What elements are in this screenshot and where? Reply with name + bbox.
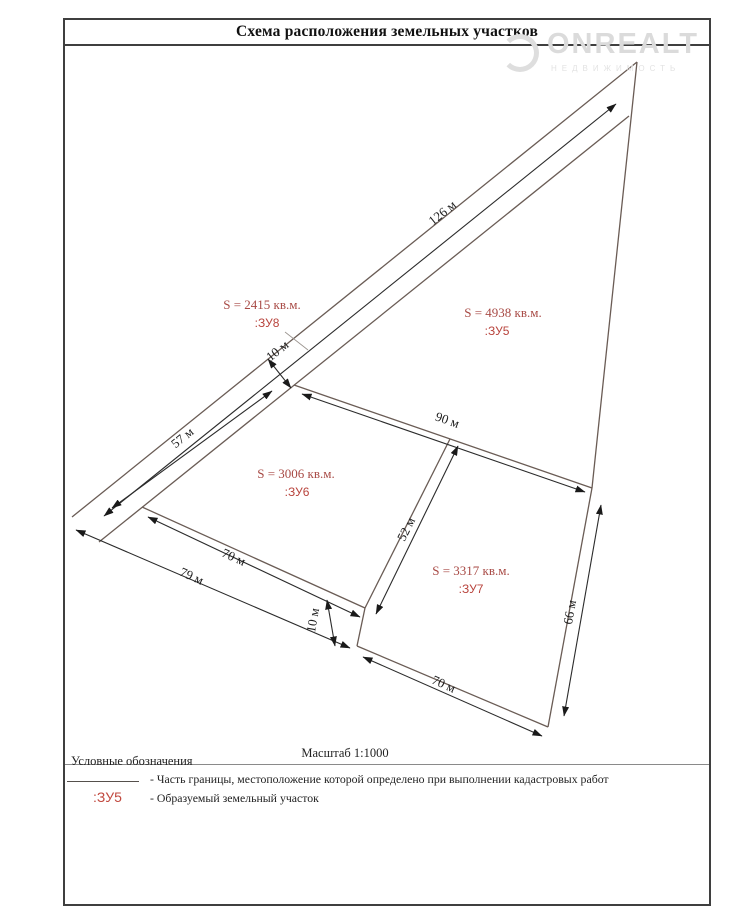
zu6-id-label: :ЗУ6 xyxy=(284,485,310,499)
watermark-brand: ONREALT xyxy=(547,28,700,60)
boundary-zu6-bottom xyxy=(142,507,365,608)
zu8-id-label: :ЗУ8 xyxy=(254,316,280,330)
dim-line-52m xyxy=(376,446,458,614)
dim-label-52m: 52 м xyxy=(393,514,419,544)
boundary-zu5-south xyxy=(294,385,592,488)
page-title: Схема расположения земельных участков xyxy=(235,23,539,40)
dim-label-66m: 66 м xyxy=(560,598,580,626)
zu8-area-label: S = 2415 кв.м. xyxy=(223,297,301,312)
zu7-area-label: S = 3317 кв.м. xyxy=(432,563,510,578)
legend-parcel-id-sample: :ЗУ5 xyxy=(93,789,122,805)
dim-label-57m: 57 м xyxy=(167,423,197,452)
zu6-area-label: S = 3006 кв.м. xyxy=(257,466,335,481)
dim-label-10m-strip: 10 м xyxy=(262,336,292,365)
dim-label-90m: 90 м xyxy=(433,408,462,431)
dim-label-10m-step: 10 м xyxy=(303,606,323,634)
dim-line-70m-upper xyxy=(148,517,360,617)
dim-line-57m xyxy=(112,391,272,508)
zu7-id-label: :ЗУ7 xyxy=(458,582,484,596)
boundary-step xyxy=(357,608,365,646)
dim-label-79m: 79 м xyxy=(177,564,207,588)
legend-heading: Условные обозначения xyxy=(71,754,193,768)
watermark xyxy=(495,22,725,82)
boundary-right-upper xyxy=(592,62,637,488)
legend-boundary-description: - Часть границы, местоположение которой определено при выполнении кадастровых работ xyxy=(150,772,609,786)
boundary-diagonal-inner xyxy=(99,116,629,542)
watermark-subtitle: НЕДВИЖИМОСТЬ xyxy=(551,64,681,73)
dim-label-70m-lower: 70 м xyxy=(429,672,459,696)
zu5-area-label: S = 4938 кв.м. xyxy=(464,305,542,320)
boundary-diagonal-outer xyxy=(72,62,637,517)
dim-label-126m: 126 м xyxy=(425,196,459,229)
dim-label-70m-upper: 70 м xyxy=(219,545,249,569)
zu5-id-label: :ЗУ5 xyxy=(484,324,510,338)
dim-line-70m-lower xyxy=(363,657,542,736)
dim-line-90m xyxy=(302,394,585,492)
scale-label: Масштаб 1:1000 xyxy=(301,746,389,760)
watermark-logo-icon xyxy=(501,34,539,72)
legend-parcel-description: - Образуемый земельный участок xyxy=(150,791,319,805)
